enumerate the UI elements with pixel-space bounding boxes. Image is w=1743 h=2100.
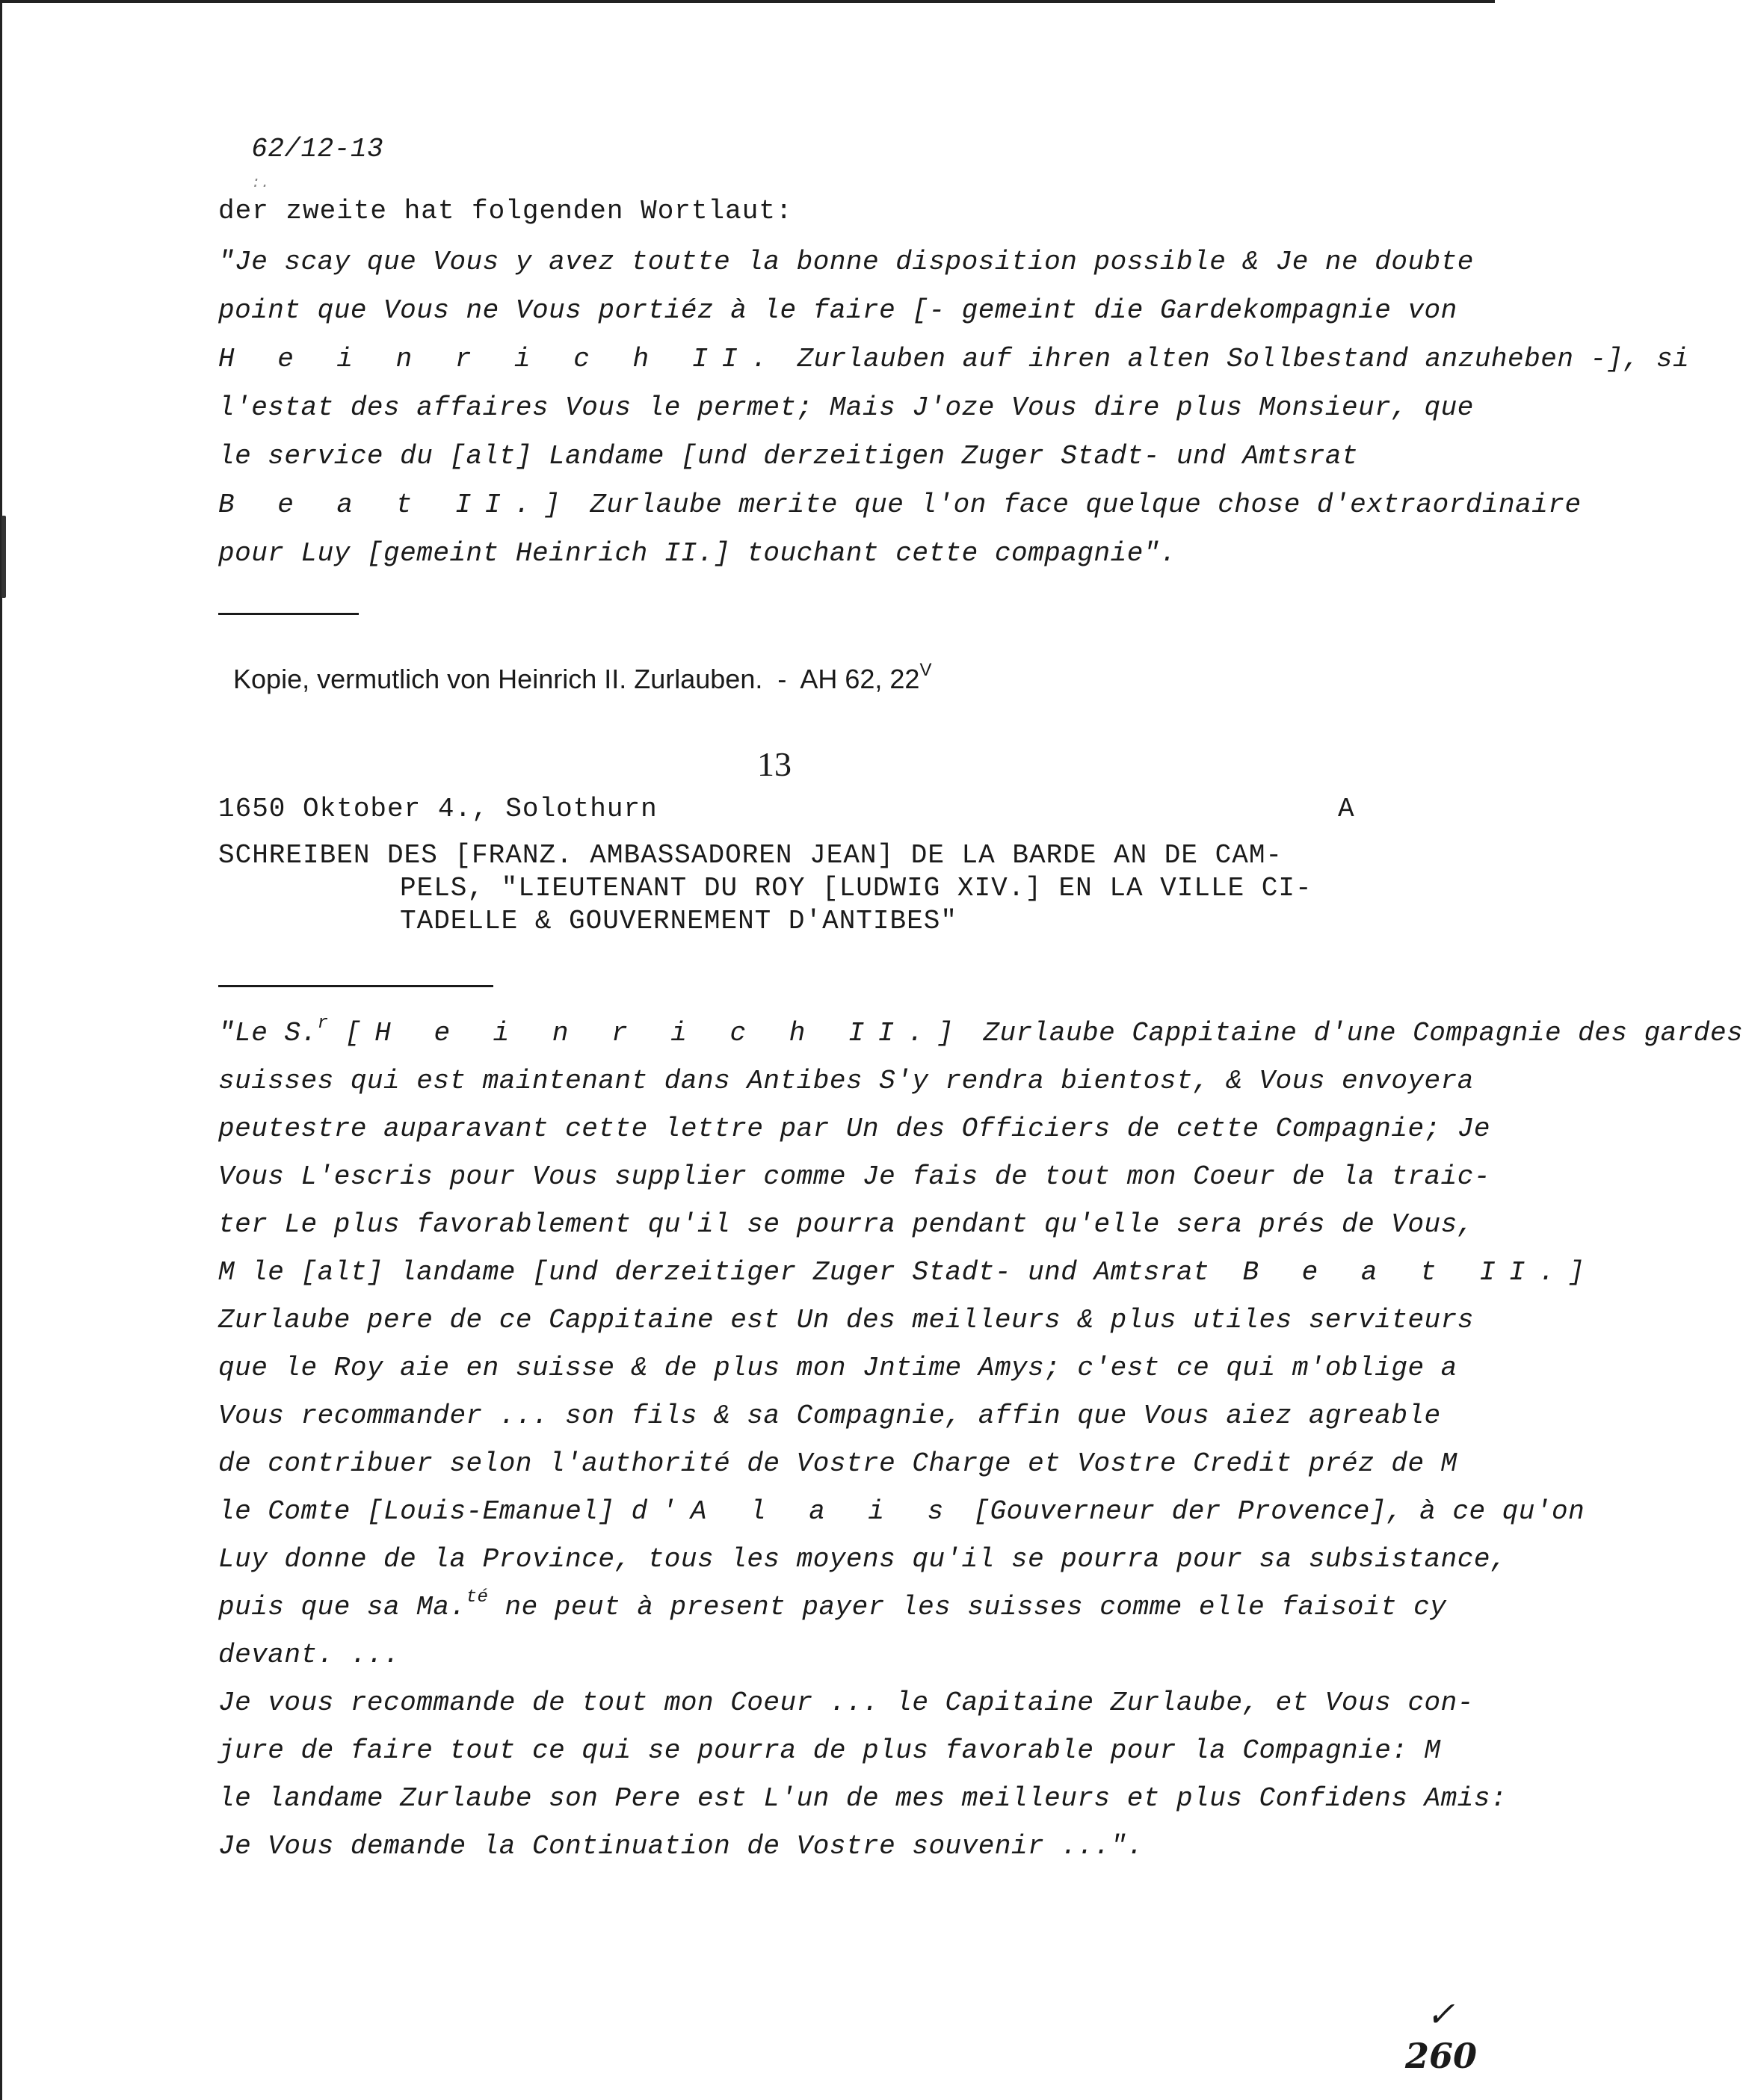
quote-2-line-5: ter Le plus favorablement qu'il se pourra pendant qu'elle sera prés de Vous, (218, 1209, 1474, 1240)
page-reference-number: 62/12-13 (251, 134, 384, 164)
spaced-name-beat: B e a t II.] (218, 490, 574, 520)
quote-1-line-6 (218, 490, 1582, 520)
quote-2-line-13 (218, 1587, 1447, 1622)
page-reference (218, 103, 383, 195)
quote-1-line-3 (218, 344, 1689, 374)
quote-2-line-1-end: Zurlaube Cappitaine d'une Compagnie des gardes (983, 1018, 1743, 1049)
document-number: 13 (757, 745, 792, 783)
quote-2-line-12: Luy donne de la Province, tous les moyens qu'il se pourra pour sa subsistance, (218, 1544, 1508, 1575)
quote-2-line-11-start: le Comte [Louis-Emanuel] (218, 1496, 615, 1527)
quote-2-line-1-start: "Le S. (218, 1018, 318, 1049)
quote-2-line-10: de contribuer selon l'authorité de Vostre Charge et Vostre Credit préz de M (218, 1448, 1457, 1479)
document-heading-line-2: PELS, "LIEUTENANT DU ROY [LUDWIG XIV.] EN LA VILLE CI- (400, 873, 1312, 904)
footnote-rule (218, 613, 359, 615)
quote-1-line-3-text: Zurlauben auf ihren alten Sollbestand anzuheben -], si (797, 344, 1690, 374)
quote-2-line-1 (218, 1013, 1743, 1049)
quote-2-line-1-sup: r (317, 1013, 329, 1034)
handwritten-check-icon: ✓ (1426, 1994, 1455, 2034)
quote-2-line-11 (218, 1496, 1585, 1527)
quote-2-line-8: que le Roy aie en suisse & de plus mon Jntime Amys; c'est ce qui m'oblige a (218, 1353, 1457, 1383)
spaced-name-alais: d'A l a i s (631, 1496, 957, 1527)
quote-2-closing-3: le landame Zurlaube son Pere est L'un de mes meilleurs et plus Confidens Amis: (218, 1783, 1508, 1814)
quote-2-line-6 (218, 1257, 1598, 1288)
margin-mark (1, 516, 6, 598)
document-date-place: 1650 Oktober 4., Solothurn (218, 794, 658, 824)
quote-1-line-5: le service du [alt] Landame [und derzeitigen Zuger Stadt- und Amtsrat (218, 441, 1359, 472)
quote-2-line-7: Zurlaube pere de ce Cappitaine est Un des meilleurs & plus utiles serviteurs (218, 1305, 1474, 1335)
quote-1-line-4: l'estat des affaires Vous le permet; Mais J'oze Vous dire plus Monsieur, que (218, 392, 1474, 423)
scan-frame-top (0, 0, 1495, 3)
quote-1-line-7: pour Luy [gemeint Heinrich II.] touchant cette compagnie". (218, 538, 1177, 569)
quote-2-line-6-start: M le [alt] landame [und derzeitiger Zuger Stadt- und Amtsrat (218, 1257, 1210, 1288)
quote-1-line-1: "Je scay que Vous y avez toutte la bonne disposition possible & Je ne doubte (218, 247, 1474, 277)
quote-2-line-4: Vous L'escris pour Vous supplier comme Je fais de tout mon Coeur de la traic- (218, 1161, 1490, 1192)
source-note (218, 632, 931, 695)
quote-2-line-2: suisses qui est maintenant dans Antibes S'y rendra bientost, & Vous envoyera (218, 1066, 1474, 1096)
quote-2-line-9: Vous recommander ... son fils & sa Compagnie, affin que Vous aiez agreable (218, 1400, 1441, 1431)
source-note-text: Kopie, vermutlich von Heinrich II. Zurlauben. - AH 62, 22 (233, 664, 920, 694)
source-note-superscript: V (919, 660, 932, 680)
quote-2-line-13-end: ne peut à present payer les suisses comme elle faisoit cy (505, 1592, 1447, 1622)
quote-1-line-6-text: Zurlaube merite que l'on face quelque chose d'extraordinaire (590, 490, 1582, 520)
quote-2-line-14: devant. ... (218, 1640, 401, 1670)
spaced-name-heinrich: H e i n r i c h II. (218, 344, 781, 374)
quote-2-closing-4: Je Vous demande la Continuation de Vostre souvenir ...". (218, 1831, 1144, 1862)
quote-2-line-3: peutestre auparavant cette lettre par Un des Officiers de cette Compagnie; Je (218, 1114, 1490, 1144)
quote-2-closing-2: jure de faire tout ce qui se pourra de plus favorable pour la Compagnie: M (218, 1735, 1441, 1766)
document-heading-line-3: TADELLE & GOUVERNEMENT D'ANTIBES" (400, 906, 957, 936)
scan-frame-left (0, 0, 2, 2100)
quote-2-line-11-end: [Gouverneur der Provence], à ce qu'on (973, 1496, 1585, 1527)
intro-line: der zweite hat folgenden Wortlaut: (218, 196, 793, 226)
spaced-name-heinrich-bracket: [H e i n r i c h II.] (345, 1018, 967, 1049)
quote-2-closing-1: Je vous recommande de tout mon Coeur ... le Capitaine Zurlaube, et Vous con- (218, 1687, 1474, 1718)
quote-1-line-2: point que Vous ne Vous portiéz à le faire [- gemeint die Gardekompagnie von (218, 295, 1457, 326)
quote-2-line-13-start: puis que sa Ma. (218, 1592, 466, 1622)
quote-2-line-13-sup: té (466, 1587, 489, 1608)
handwritten-page-number: 260 (1405, 2036, 1478, 2076)
document-heading-line-1: SCHREIBEN DES [FRANZ. AMBASSADOREN JEAN] DE LA BARDE AN DE CAM- (218, 840, 1283, 871)
document-type-code: A (1338, 794, 1355, 824)
spaced-name-beat-2: B e a t II.] (1242, 1257, 1598, 1288)
heading-rule (218, 985, 493, 987)
page-reference-mark: :. (251, 175, 271, 192)
